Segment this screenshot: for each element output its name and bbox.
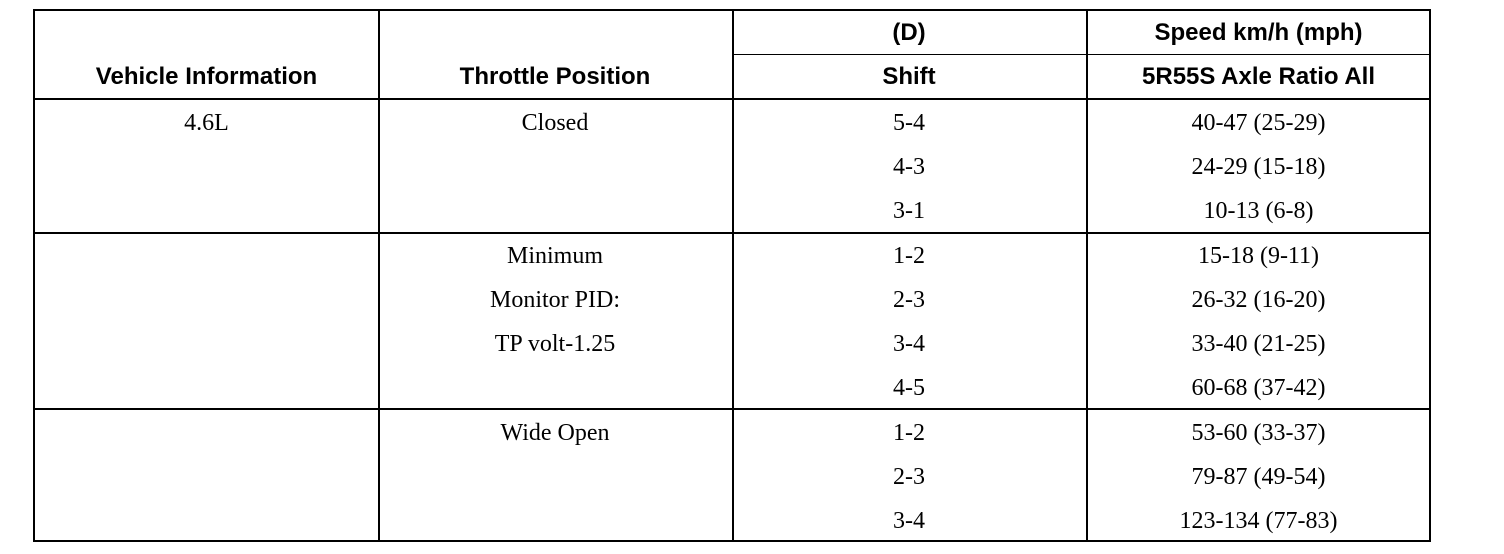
shift-cell: 5-4: [893, 110, 925, 136]
header-shift: Shift: [882, 63, 936, 90]
speed-cell: 123-134 (77-83): [1179, 508, 1338, 534]
shift-cell: 2-3: [893, 287, 925, 313]
group-divider: [35, 408, 1429, 410]
header-speed: Speed km/h (mph): [1154, 19, 1363, 46]
shift-cell: 3-4: [893, 331, 925, 357]
speed-cell: 60-68 (37-42): [1191, 375, 1326, 401]
speed-cell: 10-13 (6-8): [1203, 198, 1314, 224]
throttle-cell: TP volt-1.25: [494, 331, 616, 357]
vehicle-cell: 4.6L: [184, 110, 229, 136]
header-d-label: (D): [892, 19, 926, 46]
shift-cell: 3-4: [893, 508, 925, 534]
speed-cell: 40-47 (25-29): [1191, 110, 1326, 136]
speed-cell: 26-32 (16-20): [1191, 287, 1326, 313]
throttle-cell: Closed: [521, 110, 589, 136]
shift-cell: 4-3: [893, 154, 925, 180]
speed-cell: 24-29 (15-18): [1191, 154, 1326, 180]
shift-speed-table: [33, 9, 1431, 542]
group-divider: [35, 232, 1429, 234]
shift-cell: 4-5: [893, 375, 925, 401]
speed-cell: 79-87 (49-54): [1191, 464, 1326, 490]
header-subdivider: [732, 54, 1429, 55]
speed-cell: 53-60 (33-37): [1191, 420, 1326, 446]
header-axle-ratio: 5R55S Axle Ratio All: [1142, 63, 1375, 90]
throttle-cell: Minimum: [506, 243, 603, 269]
throttle-cell: Wide Open: [500, 420, 610, 446]
speed-cell: 33-40 (21-25): [1191, 331, 1326, 357]
shift-cell: 1-2: [893, 420, 925, 446]
shift-cell: 1-2: [893, 243, 925, 269]
shift-cell: 3-1: [893, 198, 925, 224]
shift-cell: 2-3: [893, 464, 925, 490]
header-throttle-position: Throttle Position: [459, 63, 651, 90]
header-bottom-rule: [35, 98, 1429, 100]
throttle-cell: Monitor PID:: [489, 287, 620, 313]
header-vehicle-information: Vehicle Information: [95, 63, 318, 90]
speed-cell: 15-18 (9-11): [1197, 243, 1320, 269]
